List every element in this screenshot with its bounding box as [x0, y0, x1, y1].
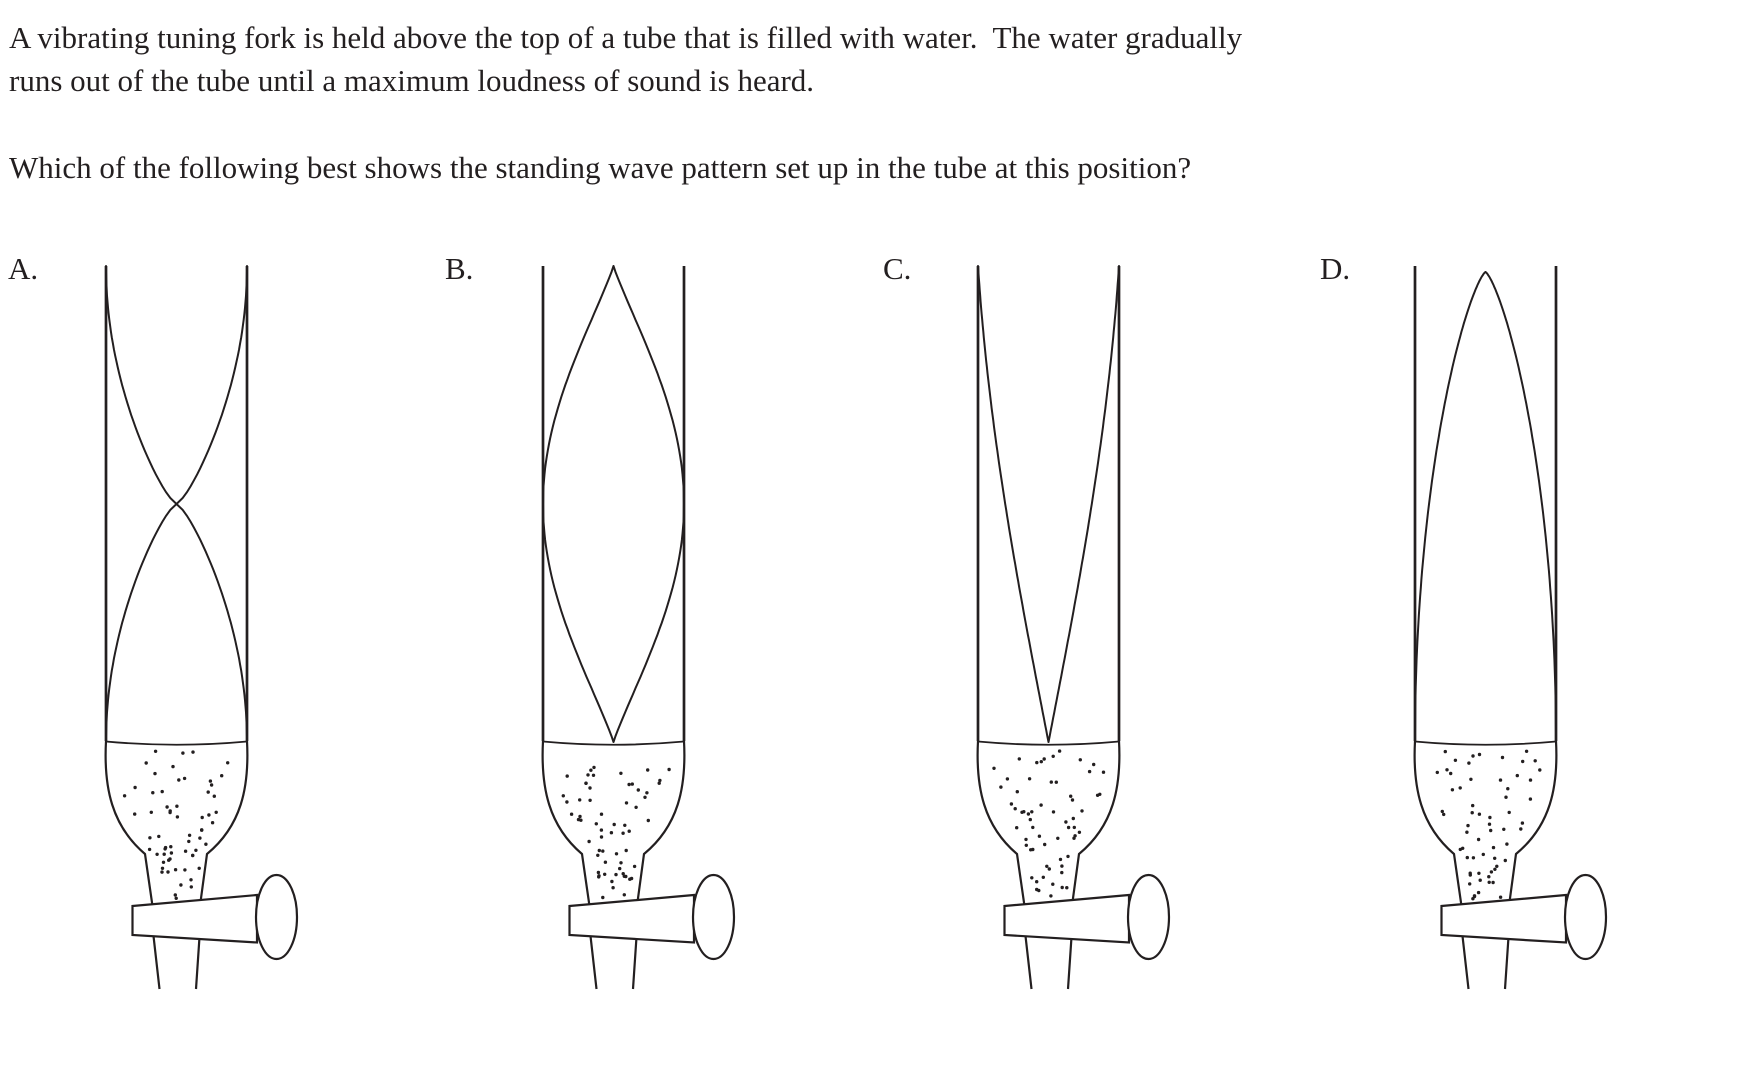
tube-figure-c [872, 230, 1202, 1000]
water-bulb-outline [106, 741, 248, 906]
water-bulb-outline [978, 741, 1120, 906]
question-line-1: A vibrating tuning fork is held above the top of a tube that is filled with water. The water gradually [9, 20, 1243, 55]
wave-pattern-lens [543, 266, 684, 742]
water-dots [992, 749, 1105, 897]
tube-figure-b [437, 230, 767, 1000]
outlet-stem [591, 936, 637, 989]
option-c-label: C. [883, 251, 912, 286]
question-line-2: runs out of the tube until a maximum loudness of sound is heard. [9, 63, 815, 98]
question-prompt: Which of the following best shows the standing wave pattern set up in the tube at this position? [9, 150, 1192, 185]
water-bulb-outline [1415, 741, 1557, 906]
option-a-label: A. [8, 251, 39, 286]
question-text [9, 16, 1242, 102]
stopcock-knob [256, 875, 297, 959]
stopcock-knob [693, 875, 734, 959]
water-dots [562, 766, 671, 900]
water-dots [1436, 750, 1542, 901]
tube-walls [1415, 266, 1556, 741]
option-b-label: B. [445, 251, 474, 286]
stopcock-knob [1565, 875, 1606, 959]
tube-figure-d [1309, 230, 1639, 1000]
tube-figure-a [0, 230, 330, 1000]
water-dots [123, 750, 229, 900]
wave-pattern-loop [1415, 272, 1556, 742]
option-d-label: D. [1320, 251, 1351, 286]
outlet-stem [1026, 936, 1072, 989]
tube-walls [543, 266, 684, 741]
wave-pattern-cross [106, 266, 247, 742]
option-a [0, 230, 330, 1005]
outlet-stem [1463, 936, 1509, 989]
wave-pattern-v [978, 266, 1119, 742]
water-surface [1415, 742, 1556, 745]
option-b [437, 230, 767, 1005]
stopcock-knob [1128, 875, 1169, 959]
option-c [872, 230, 1202, 1005]
tube-walls [978, 266, 1119, 741]
outlet-stem [154, 936, 200, 989]
water-surface [106, 742, 247, 745]
option-d [1309, 230, 1639, 1005]
